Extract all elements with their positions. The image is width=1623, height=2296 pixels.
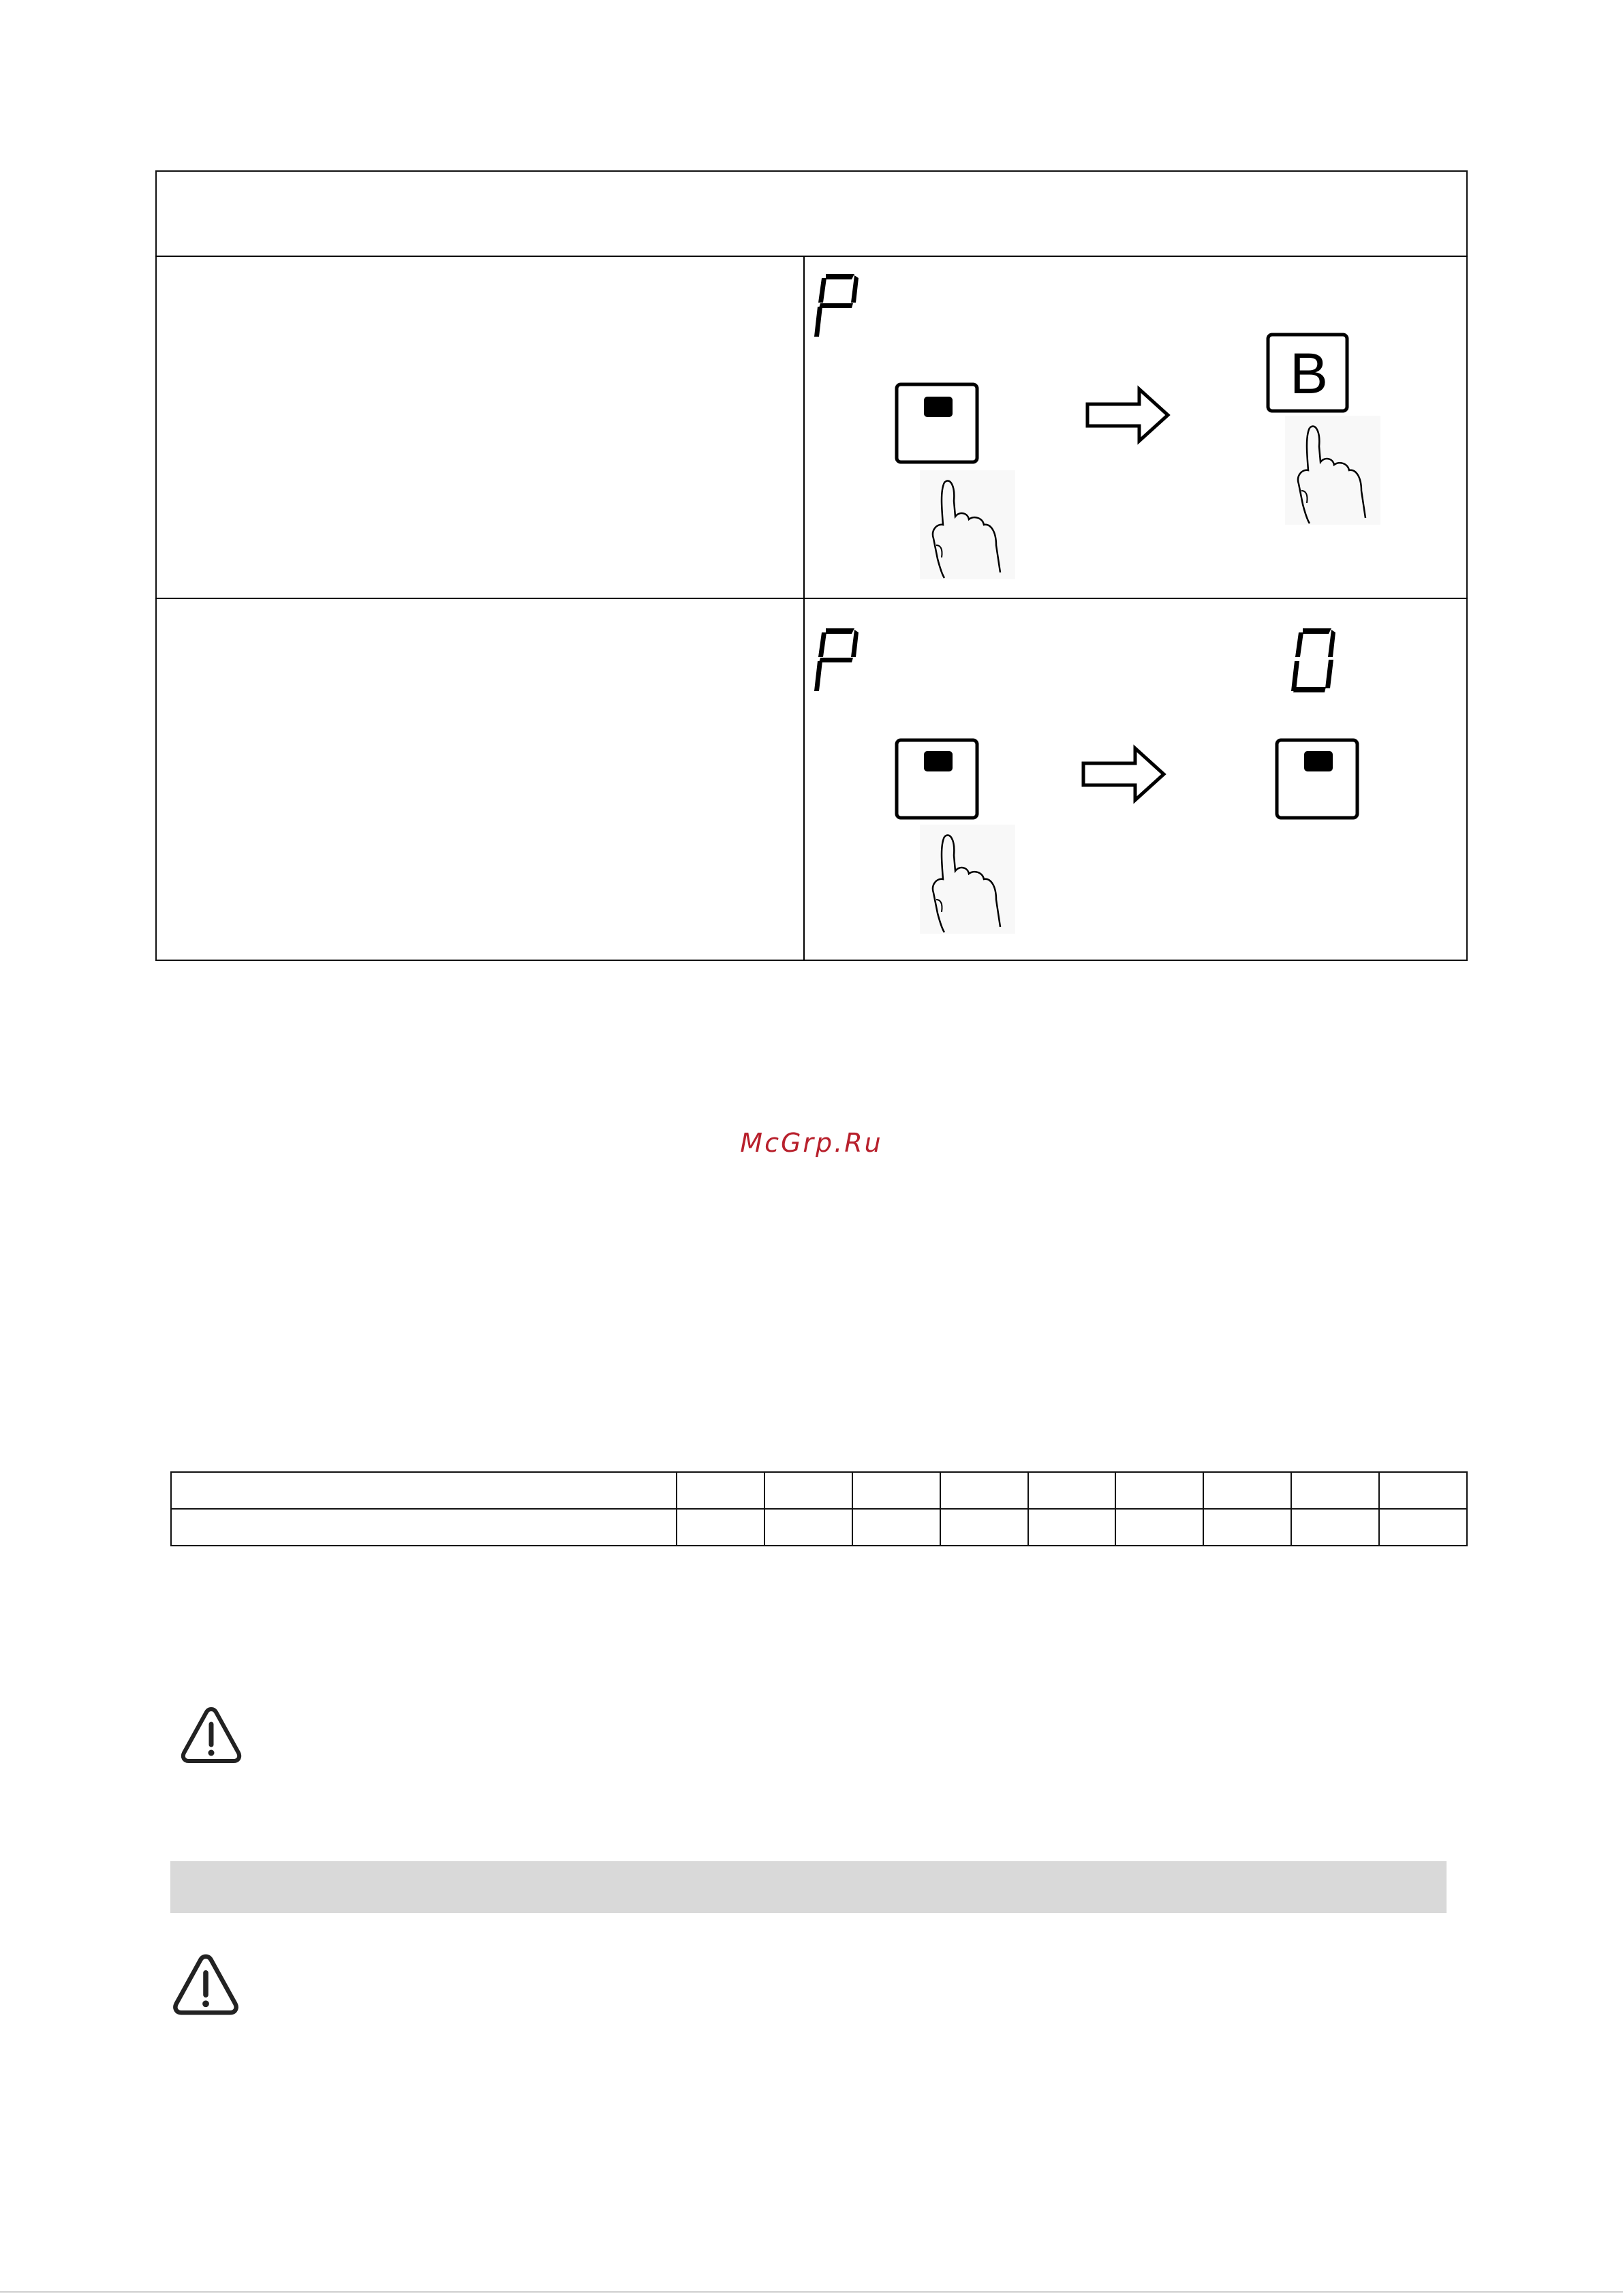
page-bottom-rule bbox=[0, 2291, 1623, 2293]
table-cell bbox=[1379, 1472, 1467, 1509]
square-key-icon bbox=[894, 382, 983, 467]
watermark: McGrp.Ru bbox=[740, 1128, 883, 1158]
square-key-icon bbox=[894, 737, 983, 823]
table-cell bbox=[171, 1472, 677, 1509]
table-cell bbox=[1028, 1509, 1116, 1546]
table-cell bbox=[940, 1472, 1028, 1509]
warning-triangle-icon bbox=[170, 1950, 241, 2017]
table-cell bbox=[852, 1509, 940, 1546]
table-row bbox=[171, 1509, 1467, 1546]
table-cell bbox=[1028, 1472, 1116, 1509]
right-arrow-icon bbox=[1081, 744, 1169, 806]
square-key-icon bbox=[1274, 737, 1363, 823]
pointing-finger-icon bbox=[920, 470, 1015, 579]
seven-segment-p-icon bbox=[804, 266, 886, 341]
table-cell bbox=[1115, 1472, 1203, 1509]
b-key-label: B bbox=[1289, 341, 1329, 405]
table-row bbox=[171, 1472, 1467, 1509]
table-cell bbox=[1203, 1472, 1291, 1509]
table-cell bbox=[171, 1509, 677, 1546]
row-2-description bbox=[157, 601, 804, 960]
warning-triangle-icon bbox=[179, 1704, 244, 1765]
table-cell bbox=[940, 1509, 1028, 1546]
pointing-finger-icon bbox=[920, 825, 1015, 934]
table-cell bbox=[677, 1509, 764, 1546]
section-banner bbox=[170, 1861, 1447, 1913]
right-arrow-icon bbox=[1085, 385, 1173, 446]
table-cell bbox=[1115, 1509, 1203, 1546]
row-1-illustration bbox=[804, 266, 1485, 593]
data-table bbox=[170, 1471, 1468, 1546]
table-cell bbox=[1379, 1509, 1467, 1546]
table-cell bbox=[764, 1472, 852, 1509]
row-1-description bbox=[157, 259, 804, 598]
seven-segment-p-icon bbox=[804, 620, 886, 695]
table-cell bbox=[1203, 1509, 1291, 1546]
table-cell bbox=[1291, 1509, 1379, 1546]
seven-segment-zero-icon bbox=[1281, 620, 1363, 695]
table-cell bbox=[764, 1509, 852, 1546]
row-2-illustration bbox=[804, 620, 1485, 947]
pointing-finger-icon bbox=[1285, 416, 1380, 525]
table-header bbox=[157, 172, 1469, 258]
table-cell bbox=[677, 1472, 764, 1509]
table-cell bbox=[1291, 1472, 1379, 1509]
table-cell bbox=[852, 1472, 940, 1509]
